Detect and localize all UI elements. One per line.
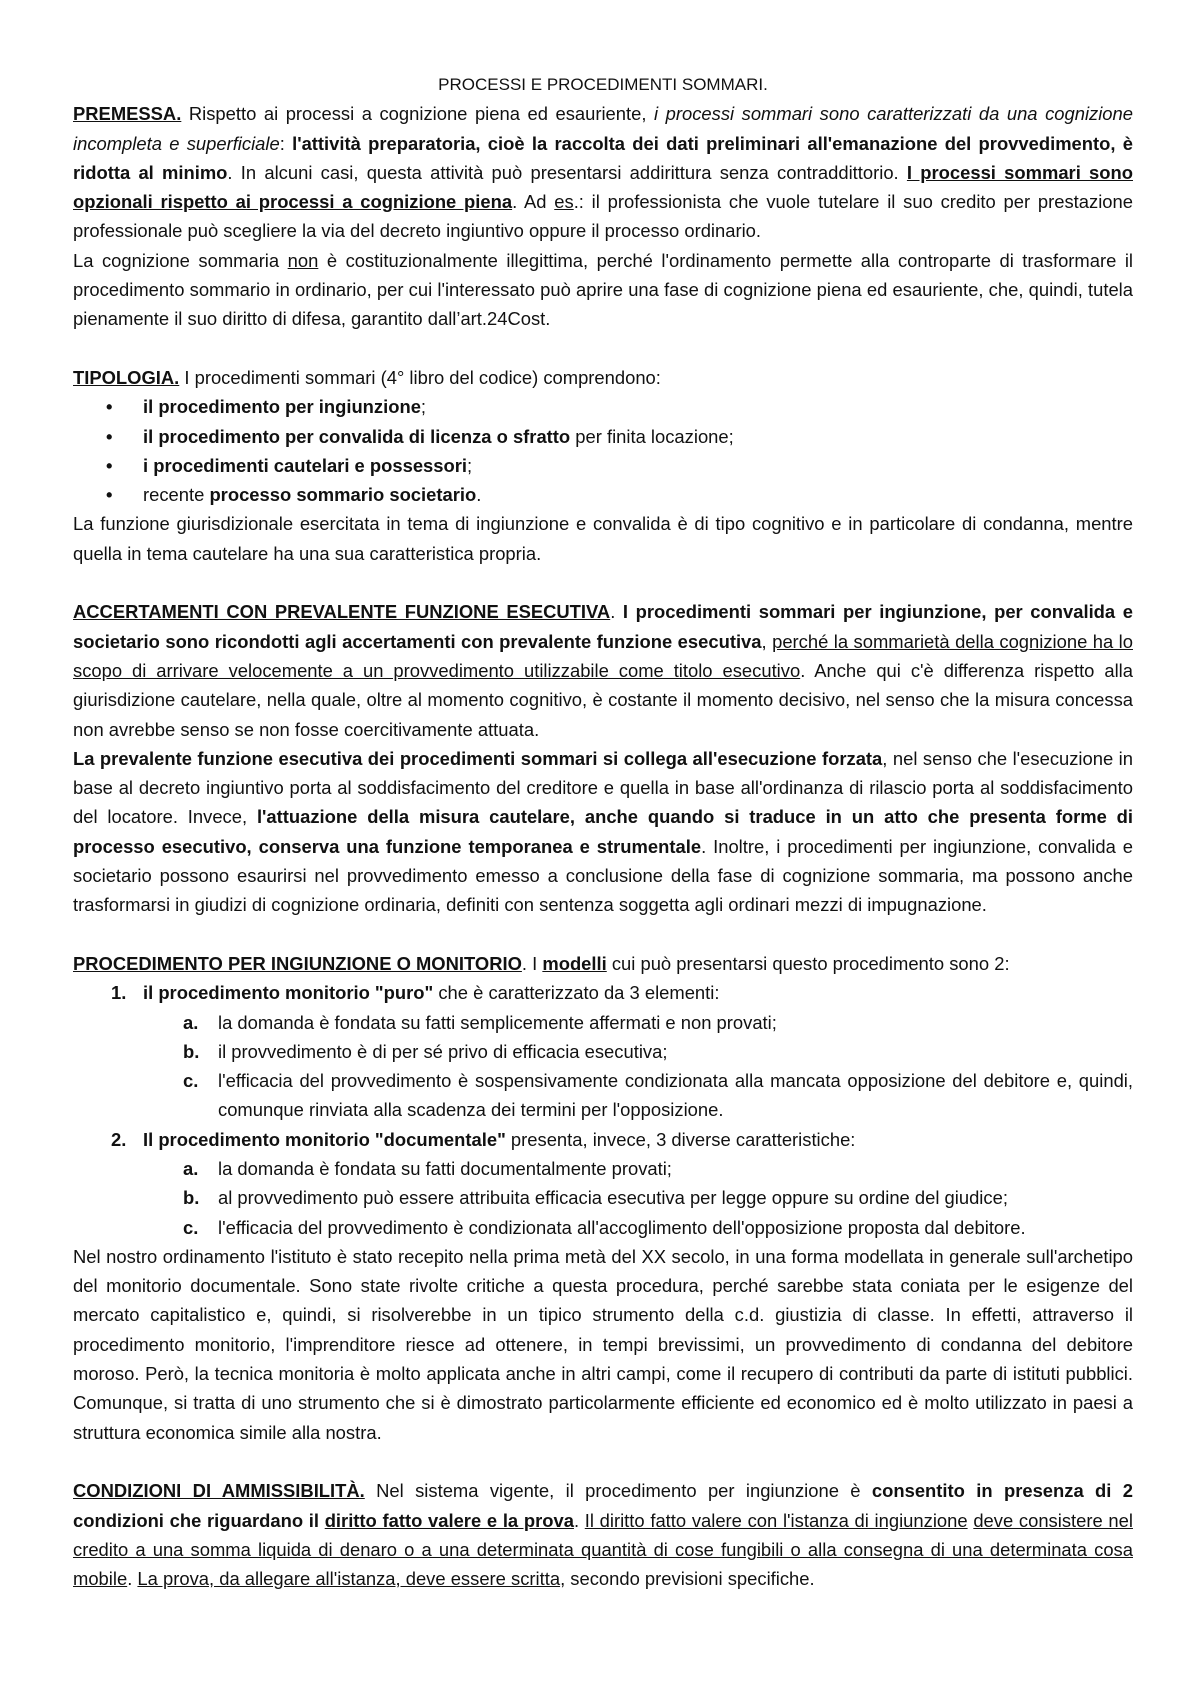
accertamenti-heading: ACCERTAMENTI CON PREVALENTE FUNZIONE ESECUTIVA (73, 601, 611, 623)
list-item: • il procedimento per convalida di licenza o sfratto per finita locazione; (73, 422, 1133, 451)
list-item: • i procedimenti cautelari e possessori; (73, 451, 1133, 480)
monitorio-paragraph: Nel nostro ordinamento l'istituto è stato recepito nella prima metà del XX secolo, in una forma modellata in generale sull'archetipo del monitorio documentale. Sono state rivolte critiche a questa procedura, perché sarebbe stata coniata per le esigenze del mercato capitalistico e, quindi, si risolverebbe in un tipico strumento della c.d. giustizia di classe. In effetti, attraverso il procedimento monitorio, l'imprenditore riesce ad ottenere, in tempi brevissimi, un provvedimento di condanna del debitore moroso. Però, la tecnica monitoria è molto applicata anche in altri campi, come il recupero di contributi da parte di istituti pubblici. Comunque, si tratta di uno strumento che si è dimostrato particolarmente efficiente ed economico ed è molto utilizzato in paesi a struttura economica simile alla nostra. (73, 1245, 1133, 1443)
sub-item: b. al provvedimento può essere attribuita efficacia esecutiva per legge oppure su ordine del giudice; (183, 1187, 1008, 1209)
tipologia-intro: TIPOLOGIA. I procedimenti sommari (4° libro del codice) comprendono: (73, 366, 661, 388)
sub-item: c. l'efficacia del provvedimento è sospensivamente condizionata alla mancata opposizione del debitore e, quindi, comunque rinviata alla scadenza dei termini per l'opposizione. (183, 1070, 1133, 1121)
tipologia-paragraph: La funzione giurisdizionale esercitata in tema di ingiunzione e convalida è di tipo cognitivo e in particolare di condanna, mentre quella in tema cautelare ha una sua caratteristica propria. (73, 513, 1133, 564)
accertamenti-paragraph-2: La prevalente funzione esecutiva dei procedimenti sommari si collega all'esecuzione forzata, nel senso che l'esecuzione in base al decreto ingiuntivo porta al soddisfacimento del creditore e quella in base all'ordinanza di rilascio porta al soddisfacimento del locatore. Invece, l'attuazione della misura cautelare, anche quando si traduce in un atto che presenta forme di processo esecutivo, conserva una funzione temporanea e strumentale. Inoltre, i procedimenti per ingiunzione, convalida e societario possono esaurirsi nel provvedimento emesso a conclusione della fase di cognizione sommaria, ma possono anche trasformarsi in giudizi di cognizione ordinaria, definiti con sentenza soggetta agli ordinari mezzi di impugnazione. (73, 747, 1133, 916)
condizioni-paragraph: CONDIZIONI DI AMMISSIBILITÀ. Nel sistema vigente, il procedimento per ingiunzione è consentito in presenza di 2 condizioni che riguardano il diritto fatto valere e la prova. Il diritto fatto valere con l'istanza di ingiunzione deve consistere nel credito a una somma liquida di denaro o a una determinata quantità di cose fungibili o alla consegna di una determinata cosa mobile. La prova, da allegare all'istanza, deve essere scritta, secondo previsioni specifiche. (73, 1480, 1133, 1590)
document-title: PROCESSI E PROCEDIMENTI SOMMARI. (438, 75, 768, 94)
monitorio-heading: PROCEDIMENTO PER INGIUNZIONE O MONITORIO (73, 952, 522, 974)
list-item: • il procedimento per ingiunzione; (73, 392, 1133, 421)
condizioni-heading: CONDIZIONI DI AMMISSIBILITÀ. (73, 1480, 365, 1502)
sub-item: a. la domanda è fondata su fatti semplicemente affermati e non provati; (183, 1011, 777, 1033)
tipologia-list (73, 392, 1133, 509)
premessa-paragraph-2: La cognizione sommaria non è costituzionalmente illegittima, perché l'ordinamento permette alla controparte di trasformare il procedimento sommario in ordinario, per cui l'interessato può aprire una fase di cognizione piena ed esauriente, che, quindi, tutela pienamente il suo diritto di difesa, garantito dall’art.24Cost. (73, 249, 1133, 330)
premessa-paragraph: PREMESSA. Rispetto ai processi a cognizione piena ed esauriente, i processi sommari sono caratterizzati da una cognizione incompleta e superficiale: l'attività preparatoria, cioè la raccolta dei dati preliminari all'emanazione del provvedimento, è ridotta al minimo. In alcuni casi, questa attività può presentarsi addirittura senza contraddittorio. I processi sommari sono opzionali rispetto ai processi a cognizione piena. Ad es.: il professionista che vuole tutelare il suo credito per prestazione professionale può scegliere la via del decreto ingiuntivo oppure il processo ordinario. (73, 103, 1133, 242)
numbered-item: 1. il procedimento monitorio "puro" che è caratterizzato da 3 elementi: (111, 982, 720, 1004)
numbered-item: 2. Il procedimento monitorio "documentale" presenta, invece, 3 diverse caratteristiche: (111, 1128, 856, 1150)
sub-item: b. il provvedimento è di per sé privo di efficacia esecutiva; (183, 1040, 668, 1062)
accertamenti-paragraph: ACCERTAMENTI CON PREVALENTE FUNZIONE ESECUTIVA. I procedimenti sommari per ingiunzione, per convalida e societario sono ricondotti agli accertamenti con prevalente funzione esecutiva, perché la sommarietà della cognizione ha lo scopo di arrivare velocemente a un provvedimento utilizzabile come titolo esecutivo. Anche qui c'è differenza rispetto alla giurisdizione cautelare, nella quale, oltre al momento cognitivo, è costante il momento decisivo, nel senso che la misura concessa non avrebbe senso se non fosse coercitivamente attuata. (73, 601, 1133, 740)
sub-item: a. la domanda è fondata su fatti documentalmente provati; (183, 1157, 672, 1179)
tipologia-heading: TIPOLOGIA. (73, 366, 180, 388)
premessa-heading: PREMESSA. (73, 103, 182, 125)
sub-item: c. l'efficacia del provvedimento è condizionata all'accoglimento dell'opposizione proposta dal debitore. (183, 1216, 1026, 1238)
monitorio-intro: PROCEDIMENTO PER INGIUNZIONE O MONITORIO. I modelli cui può presentarsi questo procedimento sono 2: (73, 952, 1010, 974)
document-page (73, 70, 1133, 1593)
list-item: • recente processo sommario societario. (73, 480, 1133, 509)
